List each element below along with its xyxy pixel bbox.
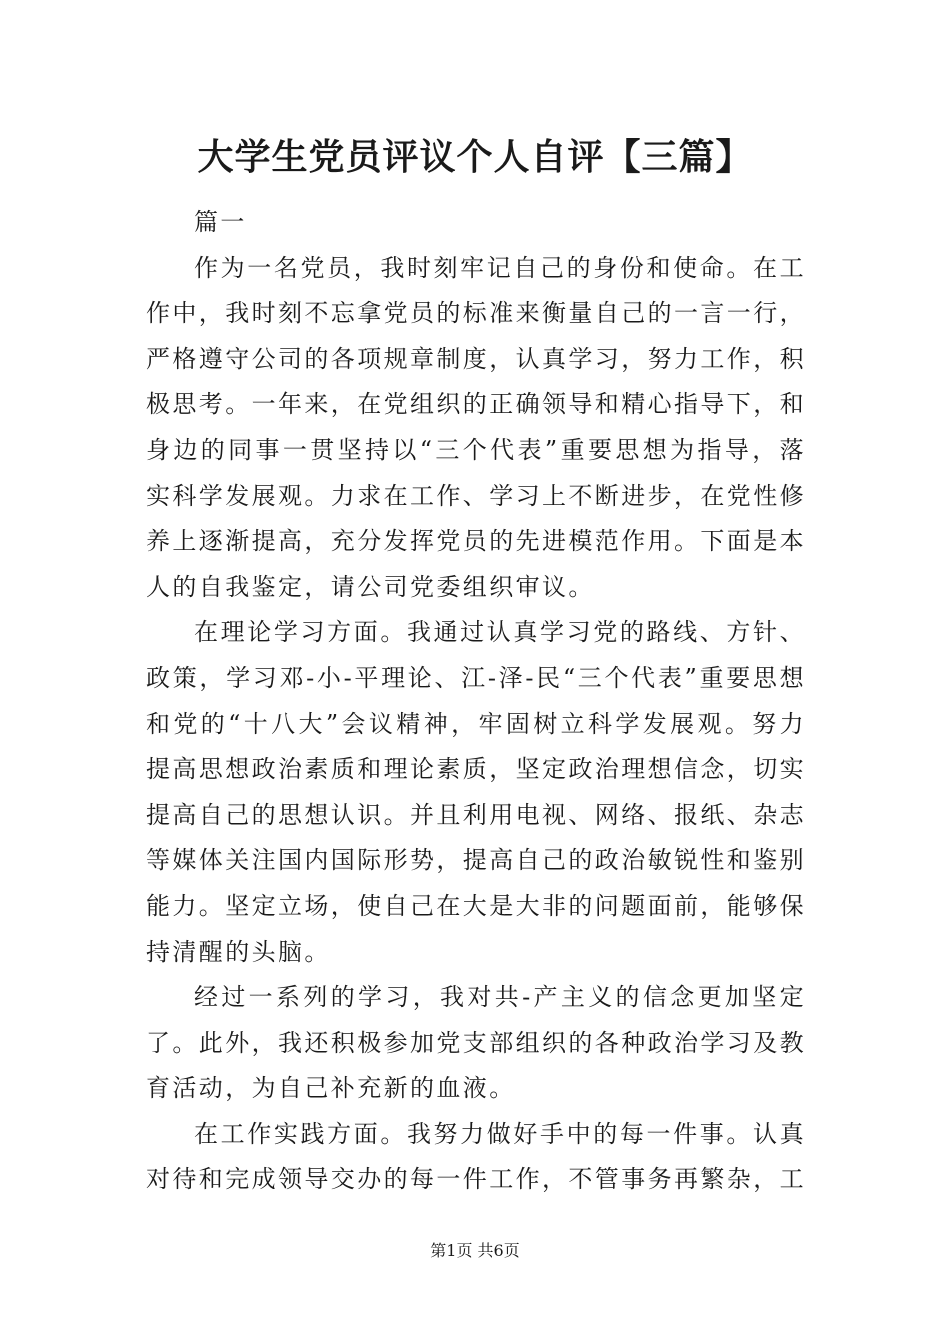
paragraph-theory-study: 在理论学习方面。我通过认真学习党的路线、方针、政策，学习邓-小-平理论、江-泽-民“三个代表”重要思想和党的“十八大”会议精神，牢固树立科学发展观。努力提高思想政治素质和理论素质，坚定政治理想信念，切实提高自己的思想认识。并且利用电视、网络、报纸、杂志等媒体关注国内国际形势，提高自己的政治敏锐性和鉴别能力。坚定立场，使自己在大是大非的问题面前，能够保持清醒的头脑。 [146, 618, 806, 966]
paragraph-belief: 经过一系列的学习，我对共-产主义的信念更加坚定了。此外，我还积极参加党支部组织的各种政治学习及教育活动，为自己补充新的血液。 [146, 983, 806, 1103]
paragraph-intro: 作为一名党员，我时刻牢记自己的身份和使命。在工作中，我时刻不忘拿党员的标准来衡量自己的一言一行，严格遵守公司的各项规章制度，认真学习，努力工作，积极思考。一年来，在党组织的正确领导和精心指导下，和身边的同事一贯坚持以“三个代表”重要思想为指导，落实科学发展观。力求在工作、学习上不断进步，在党性修养上逐渐提高，充分发挥党员的先进模范作用。下面是本人的自我鉴定，请公司党委组织审议。 [146, 253, 806, 601]
section-heading: 篇一 [194, 208, 247, 236]
page-footer: 第1页 共6页 [430, 1241, 520, 1260]
document-title: 大学生党员评议个人自评【三篇】 [197, 136, 753, 178]
paragraph-work-practice: 在工作实践方面。我努力做好手中的每一件事。认真对待和完成领导交办的每一件工作，不管事务再繁杂，工 [146, 1119, 806, 1194]
document-body [146, 200, 806, 1203]
